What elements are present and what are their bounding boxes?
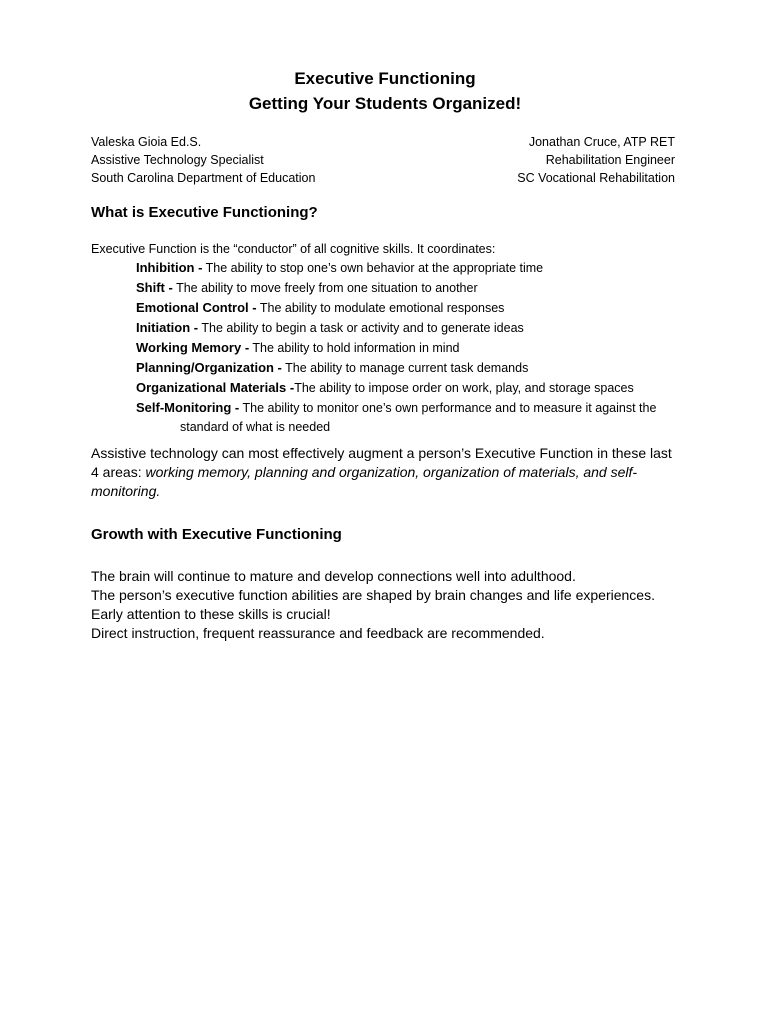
growth-line: Direct instruction, frequent reassurance and feedback are recommended. — [91, 625, 545, 641]
document-title — [0, 66, 770, 116]
skill-item-shift — [136, 278, 681, 298]
author-right-org: SC Vocational Rehabilitation — [517, 171, 675, 185]
author-left-role: Assistive Technology Specialist — [91, 153, 264, 167]
skill-desc: The ability to impose order on work, play, and storage spaces — [294, 381, 634, 395]
author-right-name: Jonathan Cruce, ATP RET — [528, 135, 675, 149]
author-right-role: Rehabilitation Engineer — [545, 153, 675, 167]
skill-name: Shift - — [136, 280, 173, 295]
skill-name: Inhibition - — [136, 260, 203, 275]
skill-desc-continued: standard of what is needed — [180, 420, 331, 434]
skill-desc: The ability to move freely from one situation to another — [172, 281, 478, 295]
section-intro: Executive Function is the “conductor” of all cognitive skills. It coordinates: — [91, 242, 496, 256]
skill-name: Working Memory - — [136, 340, 250, 355]
skills-list — [136, 258, 681, 437]
skill-desc: The ability to monitor one’s own performance and to measure it against the — [239, 401, 657, 415]
skill-item-organizational-materials — [136, 378, 681, 398]
growth-line: The person’s executive function abilities are shaped by brain changes and life experiences. — [91, 587, 655, 603]
skill-item-inhibition — [136, 258, 681, 278]
author-right — [517, 133, 675, 187]
author-left-name: Valeska Gioia Ed.S. — [91, 135, 202, 149]
skill-name: Planning/Organization - — [136, 360, 282, 375]
title-line-2: Getting Your Students Organized! — [248, 94, 522, 113]
author-left-org: South Carolina Department of Education — [91, 171, 316, 185]
skill-desc: The ability to stop one’s own behavior at the appropriate time — [202, 261, 544, 275]
skill-desc: The ability to manage current task demands — [281, 361, 529, 375]
growth-paragraph — [91, 567, 691, 643]
growth-line: Early attention to these skills is crucial! — [91, 606, 331, 622]
skill-desc: The ability to begin a task or activity and to generate ideas — [198, 321, 524, 335]
skill-item-initiation — [136, 318, 681, 338]
author-left — [91, 133, 315, 187]
skill-name: Organizational Materials - — [136, 380, 295, 395]
growth-line: The brain will continue to mature and develop connections well into adulthood. — [91, 568, 576, 584]
section-heading-growth: Growth with Executive Functioning — [91, 526, 342, 543]
title-line-1: Executive Functioning — [294, 69, 476, 88]
skill-name: Initiation - — [136, 320, 199, 335]
skill-name: Self-Monitoring - — [136, 400, 240, 415]
skill-item-self-monitoring — [136, 398, 681, 437]
at-text: Assistive technology can most effectively augment a person’s Executive Function in these last 4 areas: — [91, 445, 672, 480]
section-heading-what-is: What is Executive Functioning? — [91, 204, 318, 221]
at-italic-areas: working memory, planning and organization, organization of materials, and self-monitoring. — [91, 464, 638, 499]
skill-item-planning-organization — [136, 358, 681, 378]
skill-desc: The ability to modulate emotional responses — [256, 301, 505, 315]
skill-item-working-memory — [136, 338, 681, 358]
skill-item-emotional-control — [136, 298, 681, 318]
skill-desc: The ability to hold information in mind — [249, 341, 460, 355]
assistive-technology-paragraph — [91, 444, 676, 501]
skill-name: Emotional Control - — [136, 300, 257, 315]
